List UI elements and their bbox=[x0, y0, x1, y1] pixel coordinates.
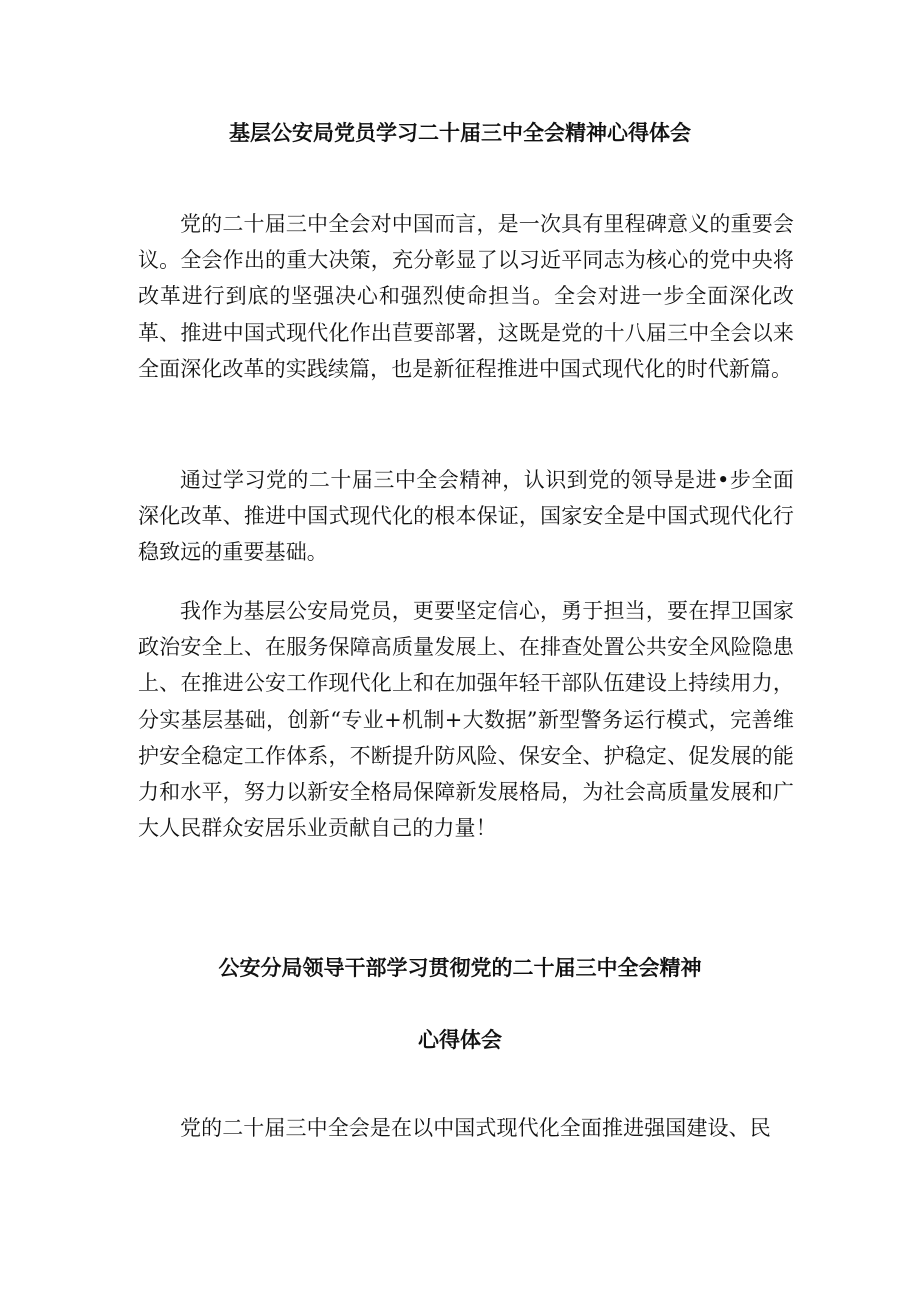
article1-paragraph-2: 通过学习党的二十届三中全会精神，认识到党的领导是进•步全面深化改革、推进中国式现代化的根本保证，国家安全是中国式现代化行稳致远的重要基础。 bbox=[138, 468, 794, 565]
article1-paragraph-3: 我作为基层公安局党员，更要坚定信心，勇于担当，要在捍卫国家政治安全上、在服务保障高质量发展上、在排查处置公共安全风险隐患上、在推进公安工作现代化上和在加强年轻干部队伍建设上持续用力，分实基层基础，创新“专业+机制+大数据”新型警务运行模式，完善维护安全稳定工作体系，不断提升防风险、保安全、护稳定、促发展的能力和水平，努力以新安全格局保障新发展格局，为社会高质量发展和广大人民群众安居乐业贡献自己的力量！ bbox=[138, 599, 794, 841]
article2-title-line-2: 心得体会 bbox=[418, 1027, 502, 1052]
article2-paragraph-1: 党的二十届三中全会是在以中国式现代化全面推进强国建设、民 bbox=[180, 1116, 771, 1140]
article1-paragraph-1: 党的二十届三中全会对中国而言，是一次具有里程碑意义的重要会议。全会作出的重大决策，充分彰显了以习近平同志为核心的党中央将改革进行到底的坚强决心和强烈使命担当。全会对进一步全面深化改革、推进中国式现代化作出苣要部署，这既是党的十八届三中全会以来全面深化改革的实践续篇，也是新征程推进中国式现代化的时代新篇。 bbox=[138, 212, 794, 381]
article1-title: 基层公安局党员学习二十届三中全会精神心得体会 bbox=[229, 120, 691, 145]
article2-title-line-1: 公安分局领导干部学习贯彻党的二十届三中全会精神 bbox=[218, 955, 702, 980]
